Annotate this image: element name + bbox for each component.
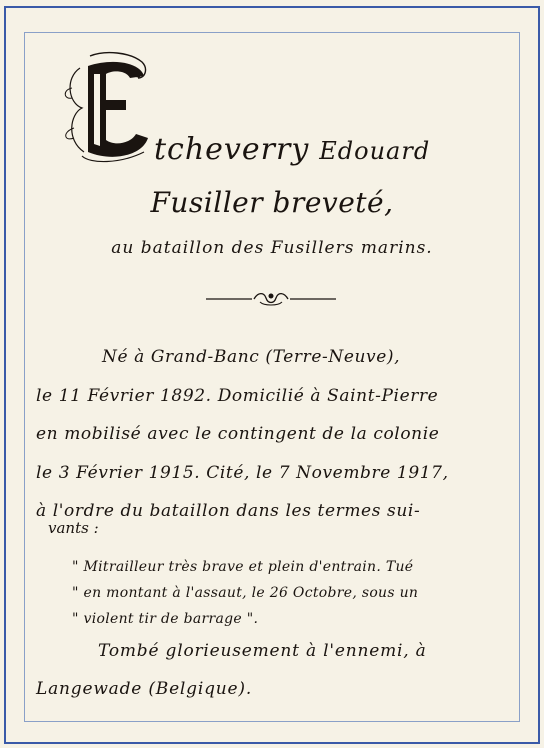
quote-line: " en montant à l'assaut, le 26 Octobre, sous un bbox=[72, 585, 419, 601]
closing-line: Tombé glorieusement à l'ennemi, à bbox=[98, 641, 427, 661]
name-line bbox=[154, 132, 430, 167]
closing-line: Langewade (Belgique). bbox=[36, 679, 253, 699]
body-line: vants : bbox=[48, 519, 99, 537]
body-line: Né à Grand-Banc (Terre-Neuve), bbox=[102, 347, 401, 367]
biography-text bbox=[36, 338, 516, 531]
name-header bbox=[60, 48, 520, 168]
body-line: à l'ordre du bataillon dans les termes sui- bbox=[36, 501, 421, 521]
unit-title: au bataillon des Fusillers marins. bbox=[111, 238, 433, 258]
body-line: le 11 Février 1892. Domicilié à Saint-Pierre bbox=[36, 385, 439, 406]
quote-line: " Mitrailleur très brave et plein d'entrain. Tué bbox=[72, 559, 414, 575]
closing-text bbox=[36, 632, 516, 708]
body-line: le 3 Février 1915. Cité, le 7 Novembre 1917, bbox=[36, 462, 449, 483]
illuminated-initial bbox=[60, 48, 156, 166]
body-line-vants bbox=[48, 519, 99, 537]
divider-ornament bbox=[206, 290, 336, 306]
surname: tcheverry bbox=[154, 132, 310, 167]
quote-line: " violent tir de barrage ". bbox=[72, 611, 259, 627]
body-line: en mobilisé avec le contingent de la colonie bbox=[36, 424, 440, 444]
citation-quote bbox=[72, 554, 512, 632]
given-name: Edouard bbox=[319, 137, 431, 165]
rank-title: Fusiller breveté, bbox=[150, 186, 394, 219]
